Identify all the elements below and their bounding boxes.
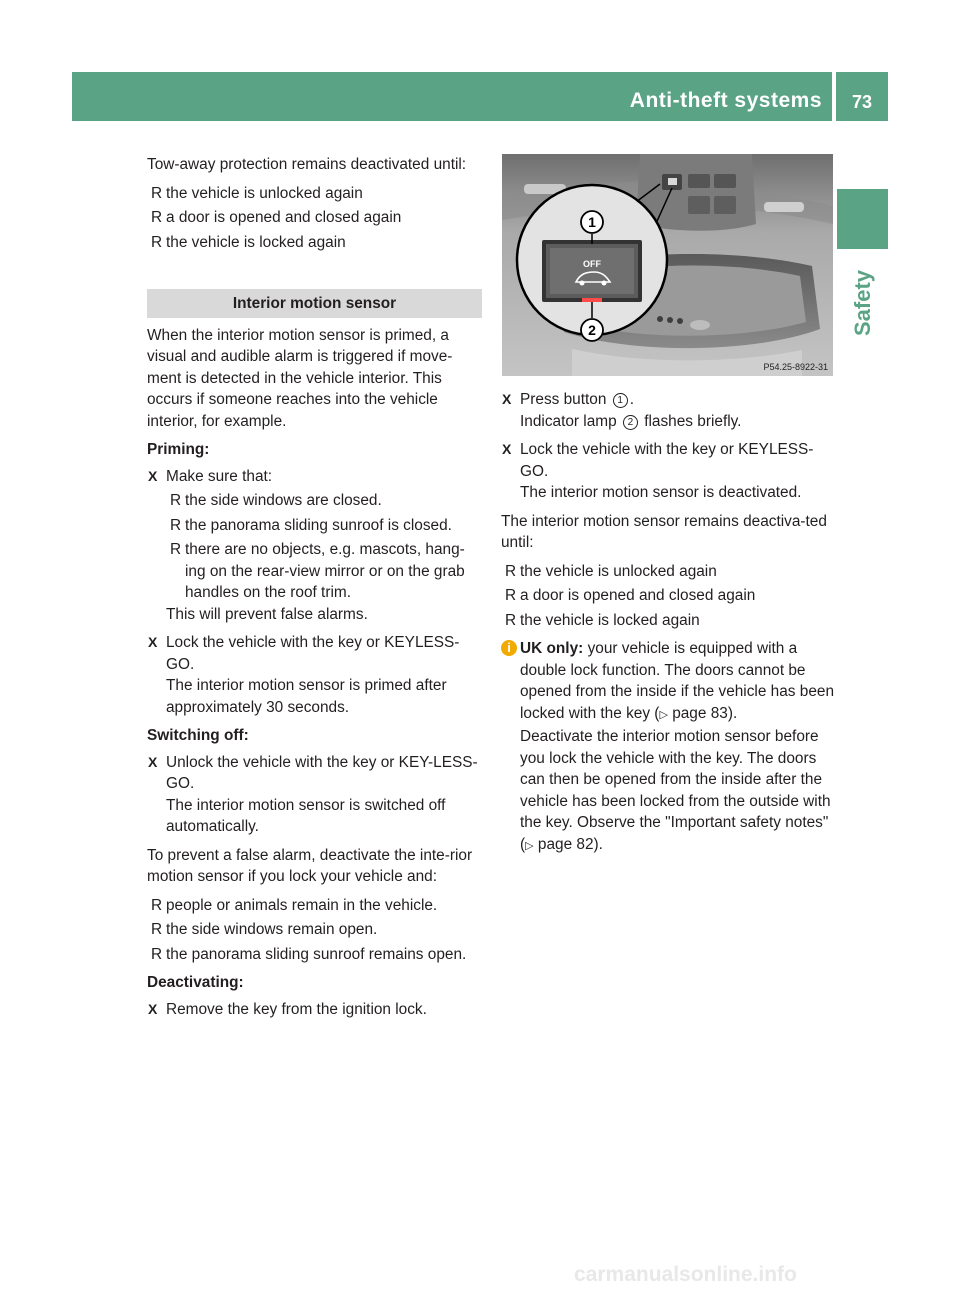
list-item: R the side windows are closed. — [166, 490, 482, 512]
info-icon: i — [501, 640, 517, 656]
instruction-step: X Lock the vehicle with the key or KEYLESS-GO. The interior motion sensor is primed after approximately 30 seconds. — [147, 632, 482, 718]
list-item: R the vehicle is locked again — [147, 232, 482, 254]
image-code: P54.25-8922-31 — [763, 362, 828, 372]
step-arrow-icon: X — [148, 1000, 158, 1017]
section-tab-label: Safety — [850, 269, 875, 336]
instruction-step: X Make sure that: — [147, 466, 482, 488]
bullet-icon: R — [505, 587, 517, 604]
list-item: R the panorama sliding sunroof remains open. — [147, 944, 482, 966]
page-reference: page 83). — [672, 704, 738, 722]
list-item: R the panorama sliding sunroof is closed. — [166, 515, 482, 537]
step-arrow-icon: X — [148, 634, 158, 650]
page-number: 73 — [852, 92, 873, 112]
list-item: R there are no objects, e.g. mascots, hang-ing on the rear-view mirror or on the grab handles on the roof trim. — [170, 541, 465, 601]
bullet-icon: R — [151, 945, 163, 963]
step-arrow-icon: X — [502, 441, 512, 457]
priming-heading: Priming: — [147, 441, 210, 458]
step-arrow-icon: X — [502, 391, 512, 407]
page-reference: page 82). — [537, 835, 603, 853]
bullet-icon: R — [151, 184, 163, 202]
list-item: R a door is opened and closed again — [501, 585, 836, 607]
step-result: The interior motion sensor is switched off automatically. — [166, 796, 446, 835]
list-item: R the vehicle is unlocked again — [501, 561, 836, 583]
bullet-icon: R — [151, 233, 163, 251]
header-title: Anti-theft systems — [629, 89, 822, 112]
header-divider — [832, 72, 836, 121]
bullet-icon: R — [170, 541, 182, 558]
watermark: carmanualsonline.info — [574, 1263, 797, 1286]
instruction-step: X Press button 1 . Indicator lamp 2 flashes briefly. — [502, 391, 742, 430]
step-result: The interior motion sensor is primed after approximately 30 seconds. — [166, 677, 447, 716]
callout-1-icon: 1 — [613, 393, 628, 408]
bullet-icon: R — [151, 209, 163, 226]
callout-2-icon: 2 — [623, 415, 638, 430]
section-tab — [837, 189, 888, 249]
prevent-alarm-text: To prevent a false alarm, deactivate the inte-rior motion sensor if you lock your vehicle and: — [147, 846, 473, 885]
note-label: UK only: — [520, 640, 584, 657]
switching-off-heading: Switching off: — [147, 727, 249, 744]
remains-deactivated-text: The interior motion sensor remains deactiva-ted until: — [501, 512, 827, 551]
bullet-icon: R — [505, 611, 517, 629]
bullet-icon: R — [170, 492, 182, 509]
section-description: When the interior motion sensor is primed, a visual and audible alarm is triggered if move-ment is detected in the vehicle interior. This occurs if someone reaches into the vehicle interior, for example. — [147, 326, 453, 430]
list-item: R the side windows remain open. — [147, 919, 482, 941]
deactivating-heading: Deactivating: — [147, 974, 244, 991]
list-item: R the vehicle is unlocked again — [147, 183, 482, 205]
step-arrow-icon: X — [148, 753, 158, 770]
page-ref-icon: ▷ — [525, 839, 534, 852]
step-result: This will prevent false alarms. — [166, 605, 368, 623]
instruction-step: X Remove the key from the ignition lock. — [147, 999, 482, 1021]
bullet-icon: R — [151, 921, 163, 938]
bullet-icon: R — [151, 896, 163, 914]
list-item: R people or animals remain in the vehicle. — [147, 895, 482, 917]
callout-1-label: 1 — [588, 214, 596, 230]
bullet-icon: R — [170, 516, 182, 534]
list-item: R a door is opened and closed again — [147, 207, 482, 229]
page-header — [72, 72, 888, 121]
step-result: The interior motion sensor is deactivated. — [520, 484, 802, 501]
page-ref-icon: ▷ — [659, 708, 668, 721]
info-note: i UK only: your vehicle is equipped with a double lock function. The doors cannot be opened from the inside if the vehicle has been locked with the key (▷ page 83). Deactivate the interior motion sensor before you lock the vehicle with the key. The doors can then be opened from the inside after the vehicle has been locked from the outside with the key. Observe the "Important safety notes" (▷ page 82). — [501, 638, 836, 857]
intro-text: Tow-away protection remains deactivated until: — [147, 156, 467, 173]
instruction-step: X Lock the vehicle with the key or KEYLESS-GO. The interior motion sensor is deactivated. — [501, 439, 836, 504]
overhead-control-panel-image — [502, 154, 833, 376]
button-off-label: OFF — [583, 259, 601, 269]
left-column — [147, 154, 482, 1027]
bullet-icon: R — [505, 562, 517, 580]
instruction-step: X Unlock the vehicle with the key or KEY-LESS-GO. The interior motion sensor is switched off automatically. — [147, 752, 482, 838]
list-item: R the vehicle is locked again — [501, 610, 836, 632]
section-heading: Interior motion sensor — [147, 289, 482, 318]
right-column — [501, 389, 836, 857]
callout-2-label: 2 — [588, 322, 596, 338]
step-arrow-icon: X — [148, 467, 158, 484]
